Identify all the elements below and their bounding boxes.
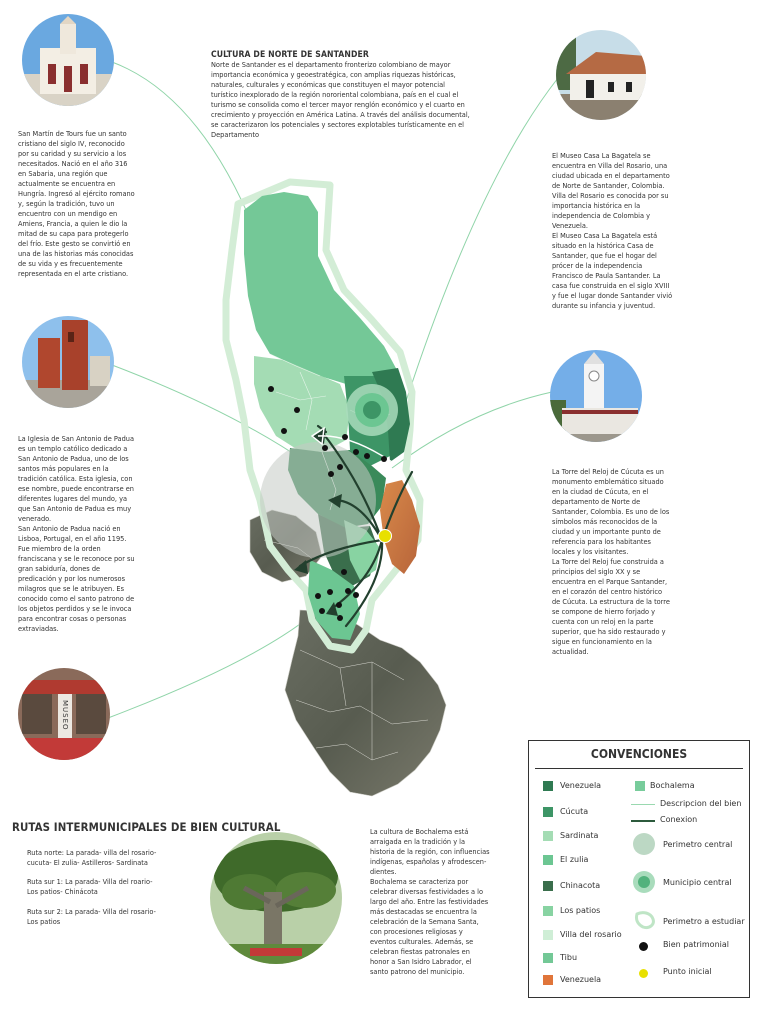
photo-san-antonio xyxy=(22,316,114,408)
central-perimeter xyxy=(260,442,376,558)
legend-swatch xyxy=(543,930,553,940)
legend-swatch xyxy=(543,855,553,865)
desc-torre-reloj: La Torre del Reloj de Cúcuta es un monumento emblemático situado en la ciudad de Cúcuta, en el departamento de Norte de Santander, Colombia. Es uno de los símbolos más reconocidos de la ciudad y un importante punto de referencia para los habitantes locales y los visitantes. La Torre del Reloj fue construida a principios del siglo XX y se encuentra en el Parque Santander, en el corazón del centro histórico de Cúcuta. La estructura de la torre se compone de hierro forjado y cuenta con un reloj en la parte superior, que ha sido restaurado y sigue en funcionamiento en la actualidad. xyxy=(552,468,670,657)
region-tibu xyxy=(244,192,398,384)
legend-swatch xyxy=(543,831,553,841)
legend-label: Venezuela xyxy=(560,781,602,790)
study-perimeter-symbol xyxy=(633,911,657,931)
legend xyxy=(528,740,750,998)
museo-sign: MUSEO xyxy=(61,700,69,731)
legend-label: Cúcuta xyxy=(560,807,589,816)
route-item: Ruta sur 2: La parada- Villa del rosario- Los patios xyxy=(27,908,156,927)
route-item: Ruta norte: La parada- villa del rosario- cucuta- El zulia- Astilleros- Sardinata xyxy=(27,849,157,868)
desc-san-antonio: La Iglesia de San Antonio de Padua es un templo católico dedicado a San Antonio de Padua, uno de los santos más populares en la tradición católica. Esta iglesia, con ese nombre, puede encontrarse en diferentes lugares del mundo, ya que San Antonio de Padua es muy venerado. San Antonio de Padua nació en Lisboa, Portugal, en el año 1195. Fue miembro de la orden franciscana y se le reconoce por su gran sabiduría, dones de predicación y por los numerosos milagros que se le atribuyen. Es conocido como el santo patrono de los objetos perdidos y se le invoca para encontrar cosas o personas extraviadas. xyxy=(18,435,135,634)
legend-label: Venezuela xyxy=(560,975,602,984)
legend-title: CONVENCIONES xyxy=(590,747,688,761)
legend-label: El zulia xyxy=(560,855,589,864)
legend-swatch xyxy=(543,881,553,891)
central-perimeter-symbol xyxy=(633,833,655,855)
legend-label: Los patios xyxy=(560,906,601,915)
legend-swatch xyxy=(543,953,553,963)
start-point-symbol xyxy=(639,969,648,978)
heritage-point-symbol xyxy=(639,942,648,951)
intro-body: Norte de Santander es el departamento fronterizo colombiano de mayor importancia económica y geoestratégica, con amplias riquezas históricas, naturales, culturales y económicas que constituyen el mayor potencial turístico inexplorado de la región nororiental colombiana, país en el cual el turismo se consolida como el tercer mayor renglón económico y el cuarto en crecimiento y proyección en América Latina. A través del análisis documental, se caracterizaron los potenciales y sectores explotables turísticamente en el Departamento xyxy=(211,61,470,140)
line-torre-reloj xyxy=(392,392,552,468)
legend-swatch xyxy=(543,975,553,985)
photo-torre-reloj xyxy=(550,350,642,442)
legend-swatch xyxy=(543,906,553,916)
desc-bagatela: El Museo Casa La Bagatela se encuentra en Villa del Rosario, una ciudad ubicada en el departamento de Norte de Santander, Colombia. Villa del Rosario es conocida por su importancia histórica en la independencia de Colombia y Venezuela. El Museo Casa La Bagatela está situado en la histórica Casa de Santander, que fue el hogar del prócer de la independencia Francisco de Paula Santander. La casa fue construida en el siglo XVIII y fue el lugar donde Santander vivió durante su infancia y juventud. xyxy=(552,152,673,311)
legend-divider xyxy=(535,768,743,769)
legend-label: Perimetro a estudiar xyxy=(663,917,745,926)
connection-line-symbol xyxy=(631,820,655,822)
legend-label: Conexion xyxy=(660,815,698,824)
terrain-region xyxy=(285,610,446,796)
photo-san-martin xyxy=(22,14,114,106)
legend-label: Bien patrimonial xyxy=(663,940,729,949)
start-point xyxy=(379,530,392,543)
legend-swatch xyxy=(543,807,553,817)
legend-label: Tibu xyxy=(560,953,578,962)
legend-label: Chinacota xyxy=(560,881,601,890)
desc-san-martin: San Martín de Tours fue un santo cristiano del siglo IV, reconocido por su caridad y su servicio a los necesitados. Nació en el año 316 en Sabaria, una región que actualmente se encuentra en Hungría. Ingresó al ejército romano y, según la tradición, tuvo un encuentro con un mendigo en Amiens, Francia, a quien le dio la mitad de su capa para protegerlo del frío. Este gesto se convirtió en una de las historias más conocidas de su vida y es frecuentemente representada en el arte cristiano. xyxy=(18,130,135,279)
central-municipality xyxy=(346,384,398,436)
legend-label: Bochalema xyxy=(650,781,695,790)
routes-title: RUTAS INTERMUNICIPALES DE BIEN CULTURAL xyxy=(12,820,281,834)
description-line-symbol xyxy=(631,804,655,805)
photo-bochalema xyxy=(210,832,342,964)
photo-museo xyxy=(18,668,110,760)
intro-title: CULTURA DE NORTE DE SANTANDER xyxy=(211,50,369,60)
legend-label: Punto inicial xyxy=(663,967,712,976)
legend-label: Sardinata xyxy=(560,831,599,840)
legend-label: Villa del rosario xyxy=(560,930,622,939)
legend-label: Municipio central xyxy=(663,878,732,887)
legend-swatch xyxy=(543,781,553,791)
desc-bochalema: La cultura de Bochalema está arraigada en la tradición y la historia de la región, con influencias indígenas, españolas y afrodescen- dientes. Bochalema se caracteriza por celebrar diversas festividades a lo largo del año. Entre las festividades más destacadas se encuentra la celebración de la Semana Santa, con procesiones religiosas y eventos culturales. Además, se celebran fiestas patronales en honor a San Isidro Labrador, el santo patrono del municipio. xyxy=(370,828,490,977)
legend-label: Perimetro central xyxy=(663,840,733,849)
route-item: Ruta sur 1: La parada- Villa del roario- Los patios- Chinácota xyxy=(27,878,153,897)
legend-label: Descripcion del bien xyxy=(660,799,742,808)
photo-bagatela xyxy=(556,30,646,120)
central-municipality-symbol xyxy=(633,871,655,893)
legend-swatch xyxy=(635,781,645,791)
